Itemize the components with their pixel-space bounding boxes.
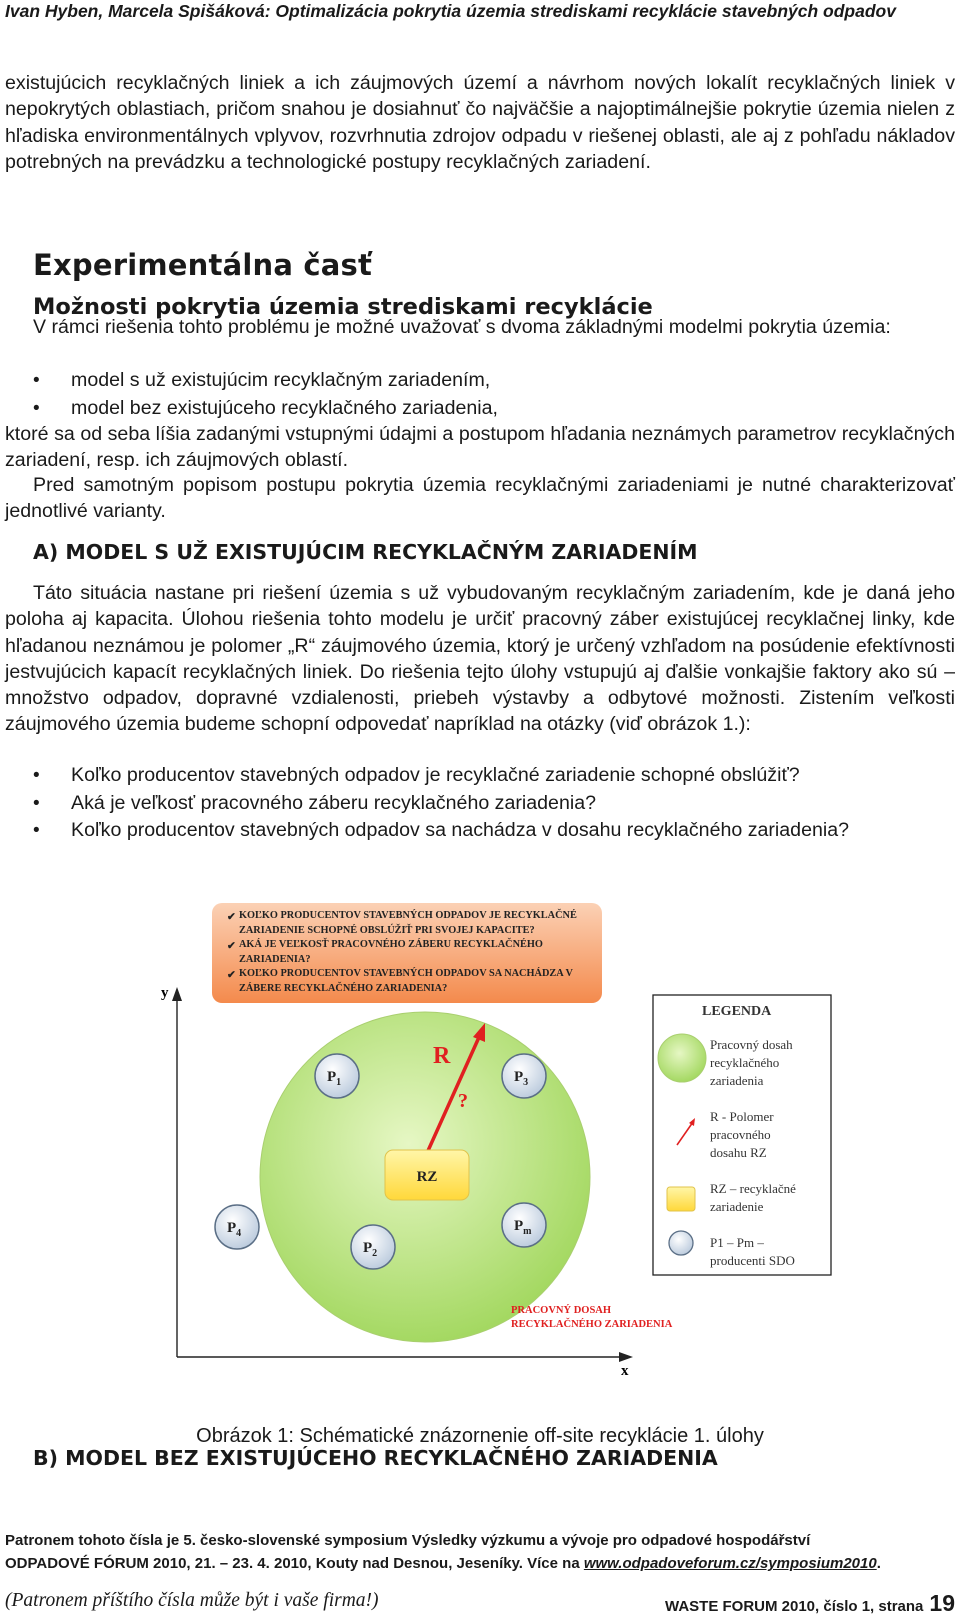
figure-caption: Obrázok 1: Schématické znázornenie off-site recyklácie 1. úlohy bbox=[196, 1425, 764, 1447]
question-mark: ? bbox=[458, 1090, 468, 1112]
models-list bbox=[5, 367, 955, 422]
legend-producer-icon bbox=[669, 1231, 693, 1255]
axis-x-label: x bbox=[621, 1363, 629, 1379]
producer-subscript: 3 bbox=[523, 1077, 529, 1088]
section-title: Experimentálna časť bbox=[33, 248, 373, 282]
circle-label: PRACOVNÝ DOSAH RECYKLAČNÉHO ZARIADENIA bbox=[511, 1305, 673, 1330]
rz-label: RZ bbox=[416, 1169, 438, 1185]
patron-note: (Patronem příštího čísla může být i vaše firma!) bbox=[5, 1590, 379, 1611]
legend bbox=[653, 995, 831, 1275]
callout-question-2: AKÁ JE VEĽKOSŤ PRACOVNÉHO ZÁBERU RECYKLAČNÉHO ZARIADENIA? bbox=[239, 939, 543, 965]
intro-paragraph: existujúcich recyklačných liniek a ich záujmových území a návrhom nových lokalít recyklačných liniek v nepokrytých oblastiach, pričom snahou je dosiahnuť čo najväčšie a najoptimálnejšie pokrytie územia nielen z hľadiska environmentálnych vplyvov, rozvrhnutia zdrojov odpadu v riešenej oblasti, ale aj z pohľadu nákladov potrebných na prevádzku a technologické postupy recyklačných zariadení. bbox=[5, 72, 955, 173]
questions-list bbox=[5, 762, 955, 845]
producer-node bbox=[502, 1054, 546, 1098]
section-paragraph-1: V rámci riešenia tohto problému je možné uvažovať s dvoma základnými modelmi pokrytia územia: bbox=[33, 316, 891, 338]
list-item: • Koľko producentov stavebných odpadov sa nachádza v dosahu recyklačného zariadenia? bbox=[5, 817, 955, 845]
journal-info bbox=[665, 1590, 955, 1617]
section-subtitle: Možnosti pokrytia územia strediskami recyklácie bbox=[33, 294, 653, 320]
figure-schematic bbox=[155, 910, 875, 1385]
footer-bottom bbox=[5, 1590, 955, 1614]
callout-box bbox=[212, 903, 602, 1003]
producer-subscript: 1 bbox=[336, 1077, 342, 1088]
svg-text:✔ ✔ ✔: ✔ ✔ ✔ bbox=[227, 912, 236, 981]
page-number: 19 bbox=[929, 1590, 955, 1616]
rz-box bbox=[385, 1150, 469, 1200]
producer-subscript: 2 bbox=[372, 1248, 378, 1259]
list-item: • model bez existujúceho recyklačného zariadenia, bbox=[5, 395, 955, 423]
axis-y-label: y bbox=[161, 985, 169, 1001]
legend-item-producers: P1 – Pm – producenti SDO bbox=[710, 1235, 795, 1268]
producer-node bbox=[215, 1205, 259, 1249]
legend-circle-icon bbox=[658, 1034, 706, 1082]
producer-label: P bbox=[514, 1069, 524, 1085]
section-paragraph-3: Pred samotným popisom postupu pokrytia územia recyklačnými zariadeniami je nutné charakterizovať jednotlivé varianty. bbox=[5, 474, 955, 523]
producer-label: P bbox=[227, 1220, 237, 1236]
legend-item-rz: RZ – recyklačné zariadenie bbox=[710, 1181, 796, 1214]
legend-rz-icon bbox=[667, 1187, 695, 1211]
legend-item-radius: R - Polomer pracovného dosahu RZ bbox=[710, 1109, 774, 1160]
callout-question-3: KOĽKO PRODUCENTOV STAVEBNÝCH ODPADOV SA NACHÁDZA V ZÁBERE RECYKLAČNÉHO ZARIADENIA? bbox=[239, 968, 573, 994]
journal-name: WASTE FORUM 2010, číslo 1, strana bbox=[664, 1598, 924, 1615]
list-item: • Koľko producentov stavebných odpadov je recyklačné zariadenie schopné obslúžiť? bbox=[5, 762, 955, 790]
producer-label: P bbox=[363, 1240, 373, 1256]
producer-node bbox=[351, 1225, 395, 1269]
list-item: • Aká je veľkosť pracovného záberu recyklačného zariadenia? bbox=[5, 790, 955, 818]
producer-subscript: m bbox=[523, 1226, 532, 1237]
callout-question-1: KOĽKO PRODUCENTOV STAVEBNÝCH ODPADOV JE RECYKLAČNÉ ZARIADENIE SCHOPNÉ OBSLÚŽIŤ PRI SVOJEJ KAPACITE? bbox=[239, 910, 577, 936]
producer-label: P bbox=[514, 1218, 524, 1234]
producer-node bbox=[502, 1203, 546, 1247]
legend-item-range: Pracovný dosah recyklačného zariadenia bbox=[710, 1037, 793, 1088]
model-a-heading: A) MODEL S UŽ EXISTUJÚCIM RECYKLAČNÝM ZARIADENÍM bbox=[33, 540, 698, 564]
model-a-paragraph: Táto situácia nastane pri riešení územia s už vybudovaným recyklačným zariadením, kde je daná jeho poloha aj kapacita. Úlohou riešenia tohto modelu je určiť pracovný záber existujúcej recyklačnej linky, kde hľadanou neznámou je polomer „R“ záujmového územia, ktorý je určený vzhľadom na posúdenie efektívnosti jestvujúcich kapacít recyklačných liniek. Do riešenia tejto úlohy vstupujú aj ďalšie vonkajšie faktory ako sú – množstvo odpadov, dopravné vzdialenosti, priebeh výstavby a odbytové možnosti. Zistením veľkosti záujmového územia budeme schopní odpovedať napríklad na otázky (viď obrázok 1.): bbox=[5, 582, 955, 736]
footer-line-1: Patronem tohoto čísla je 5. česko-slovenské symposium Výsledky výzkumu a vývoje pro odpadové hospodářství bbox=[5, 1532, 811, 1549]
producer-label: P bbox=[327, 1069, 337, 1085]
producer-node bbox=[315, 1054, 359, 1098]
legend-title: LEGENDA bbox=[702, 1004, 772, 1019]
producer-subscript: 4 bbox=[236, 1228, 242, 1239]
footer-period: . bbox=[876, 1555, 881, 1572]
model-b-heading: B) MODEL BEZ EXISTUJÚCEHO RECYKLAČNÉHO ZARIADENIA bbox=[33, 1446, 718, 1470]
symposium-link[interactable]: www.odpadoveforum.cz/symposium2010 bbox=[583, 1555, 877, 1572]
running-header: Ivan Hyben, Marcela Spišáková: Optimalizácia pokrytia územia strediskami recyklácie stavebných odpadov bbox=[5, 1, 896, 21]
footer-event: ODPADOVÉ FÓRUM 2010, 21. – 23. 4. 2010, Kouty nad Desnou, Jeseníky. Více na bbox=[5, 1555, 580, 1572]
radius-label: R bbox=[433, 1043, 451, 1069]
section-paragraph-2: ktoré sa od seba líšia zadanými vstupnými údajmi a postupom hľadania neznámych parametrov recyklačných zariadení, resp. ich záujmových oblastí. bbox=[5, 423, 955, 472]
list-item: • model s už existujúcim recyklačným zariadením, bbox=[5, 367, 955, 395]
footer-line-2 bbox=[5, 1555, 955, 1572]
